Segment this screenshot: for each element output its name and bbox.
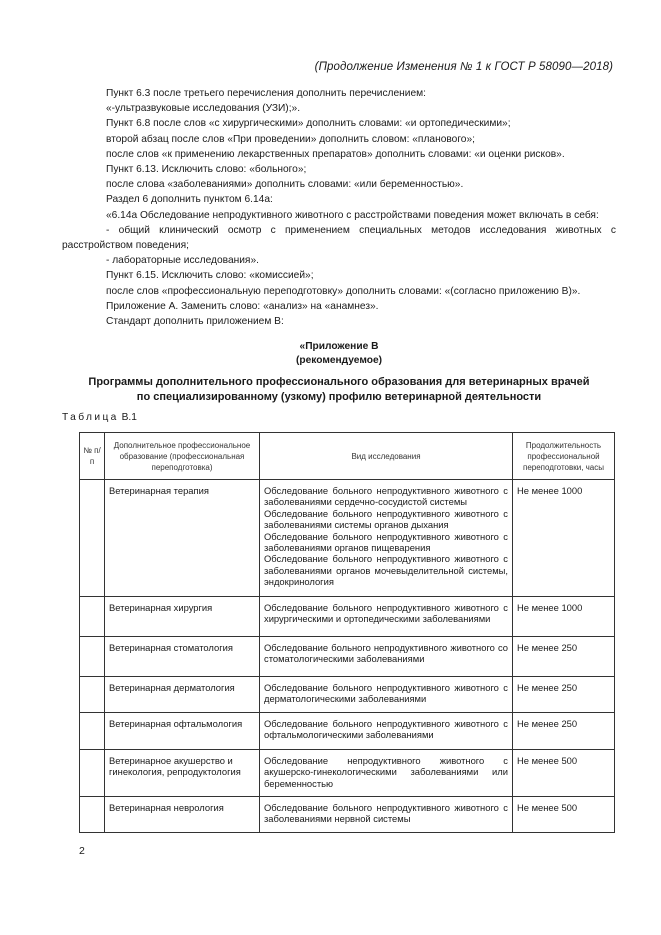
- program-cell: Ветеринарная дерматология: [105, 677, 260, 713]
- duration-cell: Не менее 1000: [513, 480, 615, 597]
- duration-cell: Не менее 250: [513, 712, 615, 749]
- duration-cell: Не менее 500: [513, 749, 615, 796]
- study-item: Обследование непродуктивного животного с акушерско-гинекологическими заболеваниями или беременностью: [264, 754, 508, 789]
- header-study: Вид исследования: [260, 433, 513, 480]
- amendment-text: [62, 86, 616, 329]
- row-number-cell: [80, 712, 105, 749]
- duration-cell: Не менее 1000: [513, 597, 615, 637]
- row-number-cell: [80, 677, 105, 713]
- paragraph: после слова «заболеваниями» дополнить словами: «или беременностью».: [106, 179, 464, 191]
- duration-cell: Не менее 250: [513, 637, 615, 677]
- program-cell: Ветеринарная офтальмология: [105, 712, 260, 749]
- paragraph: после слов «профессиональную переподготовку» дополнить словами: «(согласно приложению В)».: [106, 285, 581, 297]
- program-title: [62, 375, 616, 405]
- table-row: [80, 480, 615, 597]
- appendix-label: «Приложение В: [299, 341, 379, 352]
- study-cell: [260, 797, 513, 833]
- duration-cell: Не менее 250: [513, 677, 615, 713]
- table-row: [80, 677, 615, 713]
- program-cell: Ветеринарная стоматология: [105, 637, 260, 677]
- study-item: Обследование больного непродуктивного животного с хирургическими и ортопедическими заболеваниями: [264, 602, 508, 625]
- paragraph: - общий клинический осмотр с применением специальных методов исследования животных с расстройством поведения;: [62, 224, 616, 252]
- paragraph: Стандарт дополнить приложением В:: [106, 316, 284, 328]
- table-row: [80, 597, 615, 637]
- row-number-cell: [80, 597, 105, 637]
- header-duration: Продолжительность профессиональной переподготовки, часы: [513, 433, 615, 480]
- table-header-row: [80, 433, 615, 480]
- study-cell: [260, 480, 513, 597]
- study-cell: [260, 637, 513, 677]
- paragraph: Пункт 6.13. Исключить слово: «больного»;: [106, 164, 307, 176]
- table-caption-number: В.1: [121, 412, 137, 423]
- paragraph: Пункт 6.15. Исключить слово: «комиссией»;: [106, 270, 314, 282]
- page-number: 2: [79, 845, 85, 857]
- study-cell: [260, 677, 513, 713]
- study-item: Обследование больного непродуктивного животного с заболеваниями нервной системы: [264, 802, 508, 825]
- paragraph: второй абзац после слов «При проведении» дополнить словом: «планового»;: [106, 133, 475, 145]
- paragraph: Приложение А. Заменить слово: «анализ» на «анамнез».: [106, 300, 379, 312]
- row-number-cell: [80, 480, 105, 597]
- table-row: [80, 797, 615, 833]
- table-row: [80, 637, 615, 677]
- duration-cell: Не менее 500: [513, 797, 615, 833]
- paragraph: после слов «к применению лекарственных препаратов» дополнить словами: «и оценки рисков».: [106, 148, 565, 160]
- table-caption-word: Таблица: [62, 412, 119, 423]
- header-program: Дополнительное профессиональное образование (профессиональная переподготовка): [105, 433, 260, 480]
- study-item: Обследование больного непродуктивного животного с дерматологическими заболеваниями: [264, 682, 508, 705]
- study-item: Обследование больного непродуктивного животного с заболеваниями сердечно-сосудистой системы: [264, 485, 508, 508]
- program-cell: Ветеринарная неврология: [105, 797, 260, 833]
- table-row: [80, 712, 615, 749]
- paragraph: - лабораторные исследования».: [106, 255, 259, 267]
- paragraph: «6.14а Обследование непродуктивного животного с расстройствами поведения может включать в себя:: [106, 209, 599, 221]
- table-caption: [62, 412, 137, 423]
- study-item: Обследование больного непродуктивного животного с офтальмологическими заболеваниями: [264, 717, 508, 741]
- table-row: [80, 749, 615, 796]
- study-cell: [260, 712, 513, 749]
- row-number-cell: [80, 749, 105, 796]
- table-body: [80, 480, 615, 833]
- document-header: (Продолжение Изменения № 1 к ГОСТ Р 58090—2018): [314, 61, 613, 73]
- paragraph: Пункт 6.8 после слов «с хирургическими» дополнить словами: «и ортопедическими»;: [106, 118, 511, 130]
- row-number-cell: [80, 637, 105, 677]
- program-title-line1: Программы дополнительного профессионального образования для ветеринарных врачей: [88, 376, 590, 388]
- study-item: Обследование больного непродуктивного животного со стоматологическими заболеваниями: [264, 642, 508, 665]
- appendix-status: (рекомендуемое): [295, 355, 383, 366]
- program-title-line2: по специализированному (узкому) профилю ветеринарной деятельности: [136, 391, 542, 403]
- study-item: Обследование больного непродуктивного животного с заболеваниями органов пищеварения: [264, 530, 508, 554]
- program-cell: Ветеринарная хирургия: [105, 597, 260, 637]
- programs-table: [79, 432, 615, 833]
- row-number-cell: [80, 797, 105, 833]
- study-cell: [260, 597, 513, 637]
- program-cell: Ветеринарное акушерство и гинекология, репродуктология: [105, 749, 260, 796]
- program-cell: Ветеринарная терапия: [105, 480, 260, 597]
- study-item: Обследование больного непродуктивного животного с заболеваниями органов мочевыделительной системы, эндокринология: [264, 553, 508, 588]
- paragraph: «-ультразвуковые исследования (УЗИ);».: [106, 103, 301, 115]
- paragraph: Раздел 6 дополнить пунктом 6.14а:: [106, 194, 273, 206]
- paragraph: Пункт 6.3 после третьего перечисления дополнить перечислением:: [106, 88, 426, 99]
- study-item: Обследование больного непродуктивного животного с заболеваниями системы органов дыхания: [264, 507, 508, 531]
- header-number: № п/п: [80, 433, 105, 480]
- study-cell: [260, 749, 513, 796]
